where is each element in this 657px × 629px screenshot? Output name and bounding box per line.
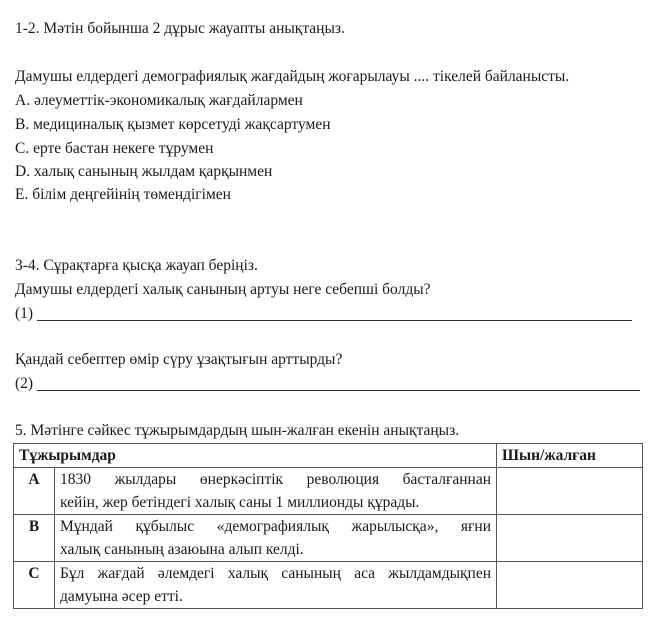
statement-line: Бұл жағдай әлемдегі халық санының аса жылдамдықпен <box>60 565 491 582</box>
option-d: D. халық санының жылдам қарқынмен <box>15 163 273 180</box>
statement-line: дамуына әсер етті. <box>60 588 183 605</box>
table-header-row <box>14 444 643 468</box>
statement-line: халық санының азаюына алып келді. <box>60 541 304 558</box>
header-statements: Тұжырымдар <box>14 444 497 468</box>
option-b: B. медициналық қызмет көрсетуді жақсартумен <box>15 116 331 133</box>
answer-1-line[interactable] <box>37 320 632 321</box>
statement-line: кейін, жер бетіндегі халық саны 1 миллионды құрады. <box>60 494 420 511</box>
option-a: A. әлеуметтік-экономикалық жағдайлармен <box>15 92 303 109</box>
q34-question-2: Қандай себептер өмір сүру ұзақтығын арттырды? <box>15 351 343 368</box>
row-letter: A <box>14 468 55 515</box>
statement-line: Мұндай құбылыс «демографиялық жарылысқа», яғни <box>60 518 491 535</box>
answer-cell[interactable] <box>497 468 643 515</box>
q34-question-1: Дамушы елдердегі халық санының артуы неге себепші болды? <box>15 281 431 298</box>
q34-title: 3-4. Сұрақтарға қысқа жауап беріңіз. <box>15 257 258 274</box>
answer-cell[interactable] <box>497 562 643 609</box>
answer-cell[interactable] <box>497 515 643 562</box>
row-statement <box>55 515 497 562</box>
row-letter: B <box>14 515 55 562</box>
option-e: E. білім деңгейінің төмендігімен <box>15 186 231 203</box>
q5-title: 5. Мәтінге сәйкес тұжырымдардың шын-жалған екенін анықтаңыз. <box>15 422 460 439</box>
table-row <box>14 515 643 562</box>
table-row <box>14 468 643 515</box>
row-letter: C <box>14 562 55 609</box>
q12-title: 1-2. Мәтін бойынша 2 дұрыс жауапты анықтаңыз. <box>15 20 345 37</box>
q12-stem: Дамушы елдердегі демографиялық жағдайдың жоғарылауы .... тікелей байланысты. <box>15 68 570 85</box>
answer-1-label: (1) <box>15 305 34 322</box>
row-statement <box>55 468 497 515</box>
answer-2-line[interactable] <box>37 390 640 391</box>
option-c: C. ерте бастан некеге тұрумен <box>15 140 214 157</box>
header-true-false: Шын/жалған <box>497 444 643 468</box>
row-statement <box>55 562 497 609</box>
table-row <box>14 562 643 609</box>
statement-line: 1830 жылдары өнеркәсіптік революция басталғаннан <box>60 471 491 488</box>
answer-2-label: (2) <box>15 375 34 392</box>
true-false-table <box>13 443 643 609</box>
